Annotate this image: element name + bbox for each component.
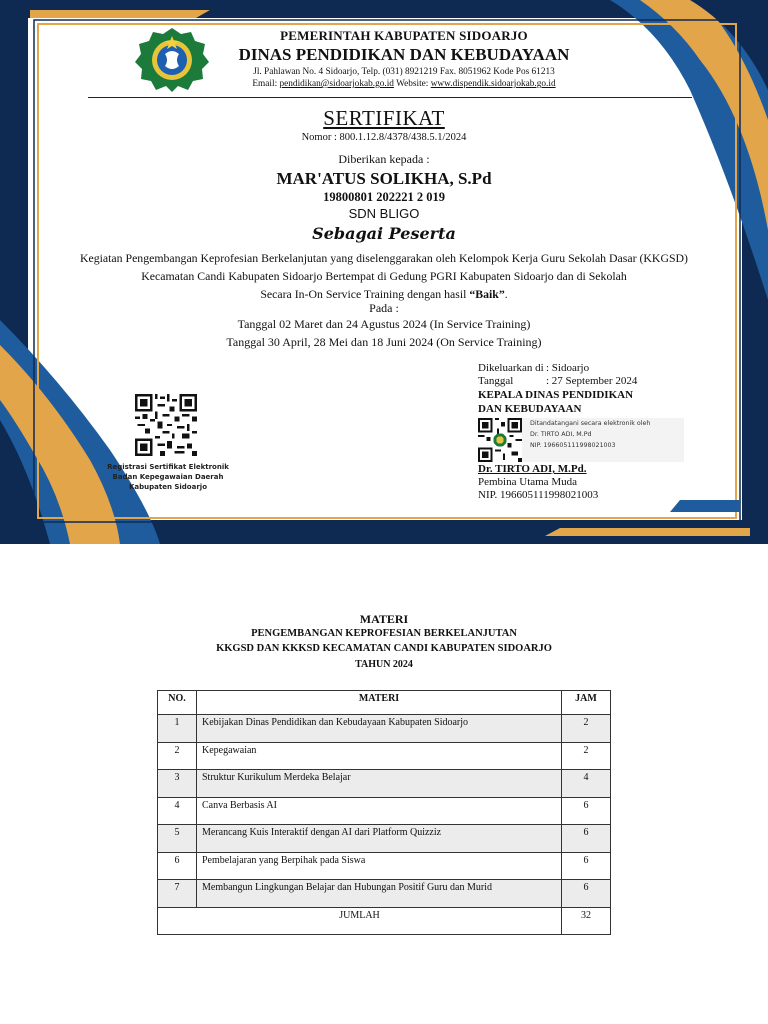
recipient-school: SDN BLIGO xyxy=(348,206,420,221)
row-number: 5 xyxy=(158,825,197,853)
table-row xyxy=(158,825,611,853)
e-signature-note: Ditandatangani secara elektronik oleh xyxy=(530,420,651,427)
sidoarjo-regency-logo xyxy=(135,26,209,92)
issued-place-label: Dikeluarkan di xyxy=(478,362,544,374)
participant-role: Sebagai Peserta xyxy=(312,224,456,243)
description-line-3-text: Secara In-On Service Training dengan hasil xyxy=(260,287,470,301)
table-total-row xyxy=(158,907,611,935)
issued-place-value: : Sidoarjo xyxy=(546,362,590,374)
row-hours: 2 xyxy=(562,742,611,770)
table-row xyxy=(158,852,611,880)
column-header-materi: MATERI xyxy=(197,691,562,715)
certificate-title: SERTIFIKAT xyxy=(323,106,445,130)
signer-position-line-2: DAN KEBUDAYAAN xyxy=(478,403,582,415)
row-topic: Kebijakan Dinas Pendidikan dan Kebudayaan Kabupaten Sidoarjo xyxy=(197,715,562,743)
row-hours: 6 xyxy=(562,825,611,853)
given-to-label: Diberikan kepada : xyxy=(338,152,430,166)
row-number: 6 xyxy=(158,852,197,880)
description-line-1: Kegiatan Pengembangan Keprofesian Berkelanjutan yang diselenggarakan oleh Kelompok Kerja Guru Sekolah Dasar (KKGSD) xyxy=(79,251,688,265)
letterhead xyxy=(210,28,598,89)
certificate-number: Nomor : 800.1.12.8/4378/438.5.1/2024 xyxy=(301,132,467,143)
table-row xyxy=(158,880,611,908)
e-signature-text xyxy=(522,418,650,462)
row-number: 4 xyxy=(158,797,197,825)
registration-qr-code xyxy=(135,394,197,456)
column-header-no: NO. xyxy=(158,691,197,715)
total-label: JUMLAH xyxy=(158,907,562,935)
row-topic: Pembelajaran yang Berpihak pada Siswa xyxy=(197,852,562,880)
issued-place-row xyxy=(478,362,688,375)
electronic-signature-box xyxy=(478,418,684,462)
on-service-dates: Tanggal 30 April, 28 Mei dan 18 Juni 2024 (On Service Training) xyxy=(226,335,542,349)
materi-title: MATERI xyxy=(359,612,409,626)
recipient-name: MAR'ATUS SOLIKHA, S.Pd xyxy=(276,169,492,188)
row-hours: 6 xyxy=(562,852,611,880)
website-label: Website: xyxy=(393,79,431,89)
table-row xyxy=(158,797,611,825)
signer-name: Dr. TIRTO ADI, M.Pd. xyxy=(478,463,587,475)
signature-block xyxy=(478,362,688,502)
row-number: 1 xyxy=(158,715,197,743)
registration-caption xyxy=(100,462,236,492)
row-topic: Membangun Lingkungan Belajar dan Hubungan Positif Guru dan Murid xyxy=(197,880,562,908)
row-number: 7 xyxy=(158,880,197,908)
materi-subtitle-3: TAHUN 2024 xyxy=(355,659,413,670)
e-signature-qr-code xyxy=(478,418,522,462)
in-service-dates: Tanggal 02 Maret dan 24 Agustus 2024 (In Service Training) xyxy=(237,317,531,331)
e-signature-signer: Dr. TIRTO ADI, M.Pd xyxy=(530,431,592,438)
materi-subtitle-2: KKGSD DAN KKKSD KECAMATAN CANDI KABUPATEN SIDOARJO xyxy=(216,643,552,654)
row-hours: 4 xyxy=(562,770,611,798)
website-link[interactable]: www.dispendik.sidoarjokab.go.id xyxy=(430,79,556,89)
email-label: Email: xyxy=(252,79,280,89)
registration-caption-line-3: Kabupaten Sidoarjo xyxy=(128,483,208,491)
letterhead-divider xyxy=(88,97,692,98)
issued-date-label: Tanggal xyxy=(478,375,514,387)
table-row xyxy=(158,715,611,743)
registration-caption-line-2: Badan Kepegawaian Daerah xyxy=(112,473,224,481)
row-hours: 2 xyxy=(562,715,611,743)
letterhead-agency: DINAS PENDIDIKAN DAN KEBUDAYAAN xyxy=(238,45,570,64)
row-topic: Kepegawaian xyxy=(197,742,562,770)
description-line-2: Kecamatan Candi Kabupaten Sidoarjo Bertempat di Gedung PGRI Kabupaten Sidoarjo dan di Sekolah xyxy=(141,269,627,283)
row-topic: Merancang Kuis Interaktif dengan AI dari Platform Quizziz xyxy=(197,825,562,853)
materi-subtitle-1: PENGEMBANGAN KEPROFESIAN BERKELANJUTAN xyxy=(251,628,517,639)
email-link[interactable]: pendidikan@sidoarjokab.go.id xyxy=(279,79,394,89)
table-row xyxy=(158,770,611,798)
row-number: 3 xyxy=(158,770,197,798)
table-header-row xyxy=(158,691,611,715)
registration-caption-line-1: Registrasi Sertifikat Elektronik xyxy=(107,463,229,471)
row-number: 2 xyxy=(158,742,197,770)
row-topic: Struktur Kurikulum Merdeka Belajar xyxy=(197,770,562,798)
signer-position-line-1: KEPALA DINAS PENDIDIKAN xyxy=(478,389,634,401)
description-line-3-end: . xyxy=(504,287,508,301)
letterhead-government: PEMERINTAH KABUPATEN SIDOARJO xyxy=(280,28,528,43)
row-hours: 6 xyxy=(562,880,611,908)
row-hours: 6 xyxy=(562,797,611,825)
row-topic: Canva Berbasis AI xyxy=(197,797,562,825)
signer-rank: Pembina Utama Muda xyxy=(478,476,577,488)
result-grade: “Baik” xyxy=(469,287,505,301)
on-label: Pada : xyxy=(369,301,399,315)
recipient-nip: 19800801 202221 2 019 xyxy=(323,190,445,204)
letterhead-address: Jl. Pahlawan No. 4 Sidoarjo, Telp. (031) 8921219 Fax. 8051962 Kode Pos 61213 xyxy=(253,67,555,77)
materi-table xyxy=(157,690,611,935)
e-signature-nip: NIP. 196605111998021003 xyxy=(530,442,616,449)
issued-date-row xyxy=(478,375,688,388)
column-header-jam: JAM xyxy=(562,691,611,715)
table-row xyxy=(158,742,611,770)
total-hours: 32 xyxy=(562,907,611,935)
letterhead-contact xyxy=(210,79,598,89)
signer-nip: NIP. 196605111998021003 xyxy=(478,489,599,501)
issued-date-value: : 27 September 2024 xyxy=(546,375,638,387)
activity-description xyxy=(40,249,728,303)
